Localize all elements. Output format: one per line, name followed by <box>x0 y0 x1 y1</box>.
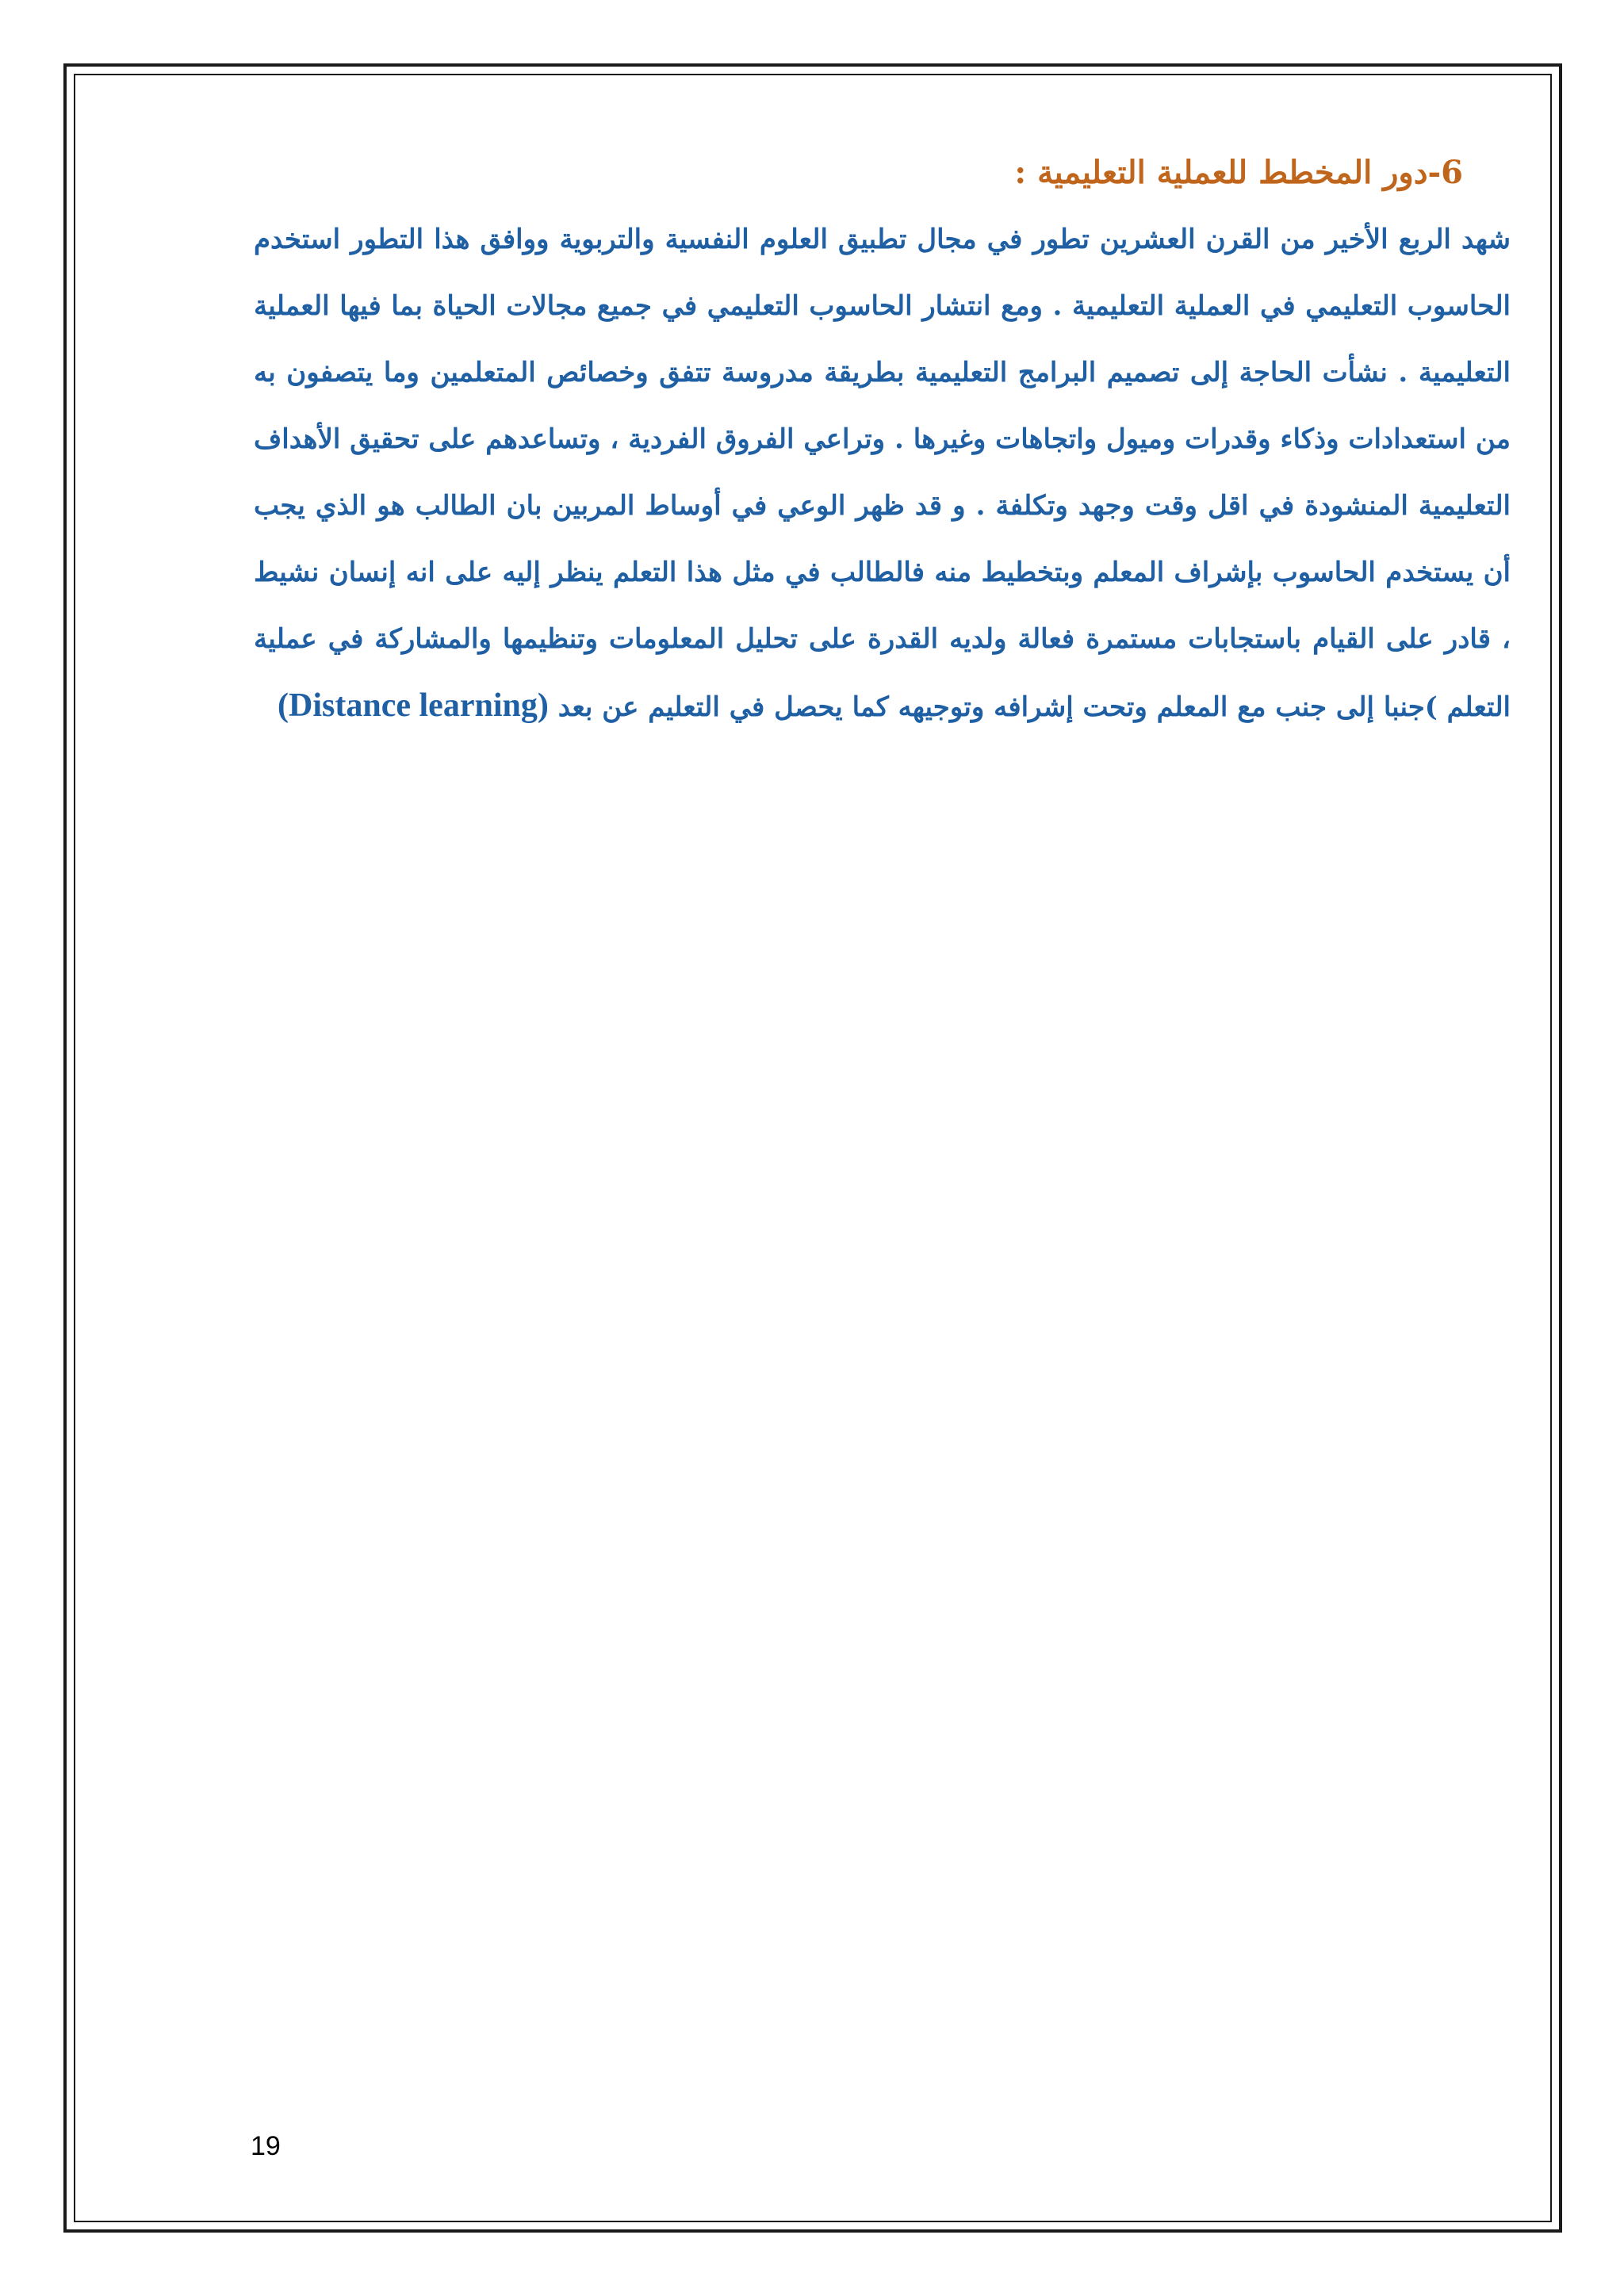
page-number: 19 <box>251 2131 281 2161</box>
section-heading: 6-دور المخطط للعملية التعليمية : <box>1014 154 1463 191</box>
english-term: (Distance learning) <box>278 687 549 724</box>
page-content <box>254 151 1511 740</box>
paragraph-text: شهد الربع الأخير من القرن العشرين تطور في مجال تطبيق العلوم النفسية والتربوية ووافق هذا التطور استخدم الحاسوب التعليمي في العملية التعليمية . ومع انتشار الحاسوب التعليمي في جميع مجالات الحياة بما فيها العملية التعليمية . نشأت الحاجة إلى تصميم البرامج التعليمية بطريقة مدروسة تتفق وخصائص المتعلمين وما يتصفون به من استعدادات وذكاء وقدرات وميول واتجاهات وغيرها . وتراعي الفروق الفردية ، وتساعدهم على تحقيق الأهداف التعليمية المنشودة في اقل وقت وجهد وتكلفة . و قد ظهر الوعي في أوساط المربين بان الطالب هو الذي يجب أن يستخدم الحاسوب بإشراف المعلم وبتخطيط منه فالطالب في مثل هذا التعلم ينظر إليه على انه إنسان نشيط ، قادر على القيام باستجابات مستمرة فعالة ولديه القدرة على تحليل المعلومات وتنظيمها والمشاركة في عملية التعلم )جنبا إلى جنب مع المعلم وتحت إشرافه وتوجيهه كما يحصل في التعليم عن بعد <box>254 224 1511 723</box>
body-paragraph <box>254 206 1511 740</box>
